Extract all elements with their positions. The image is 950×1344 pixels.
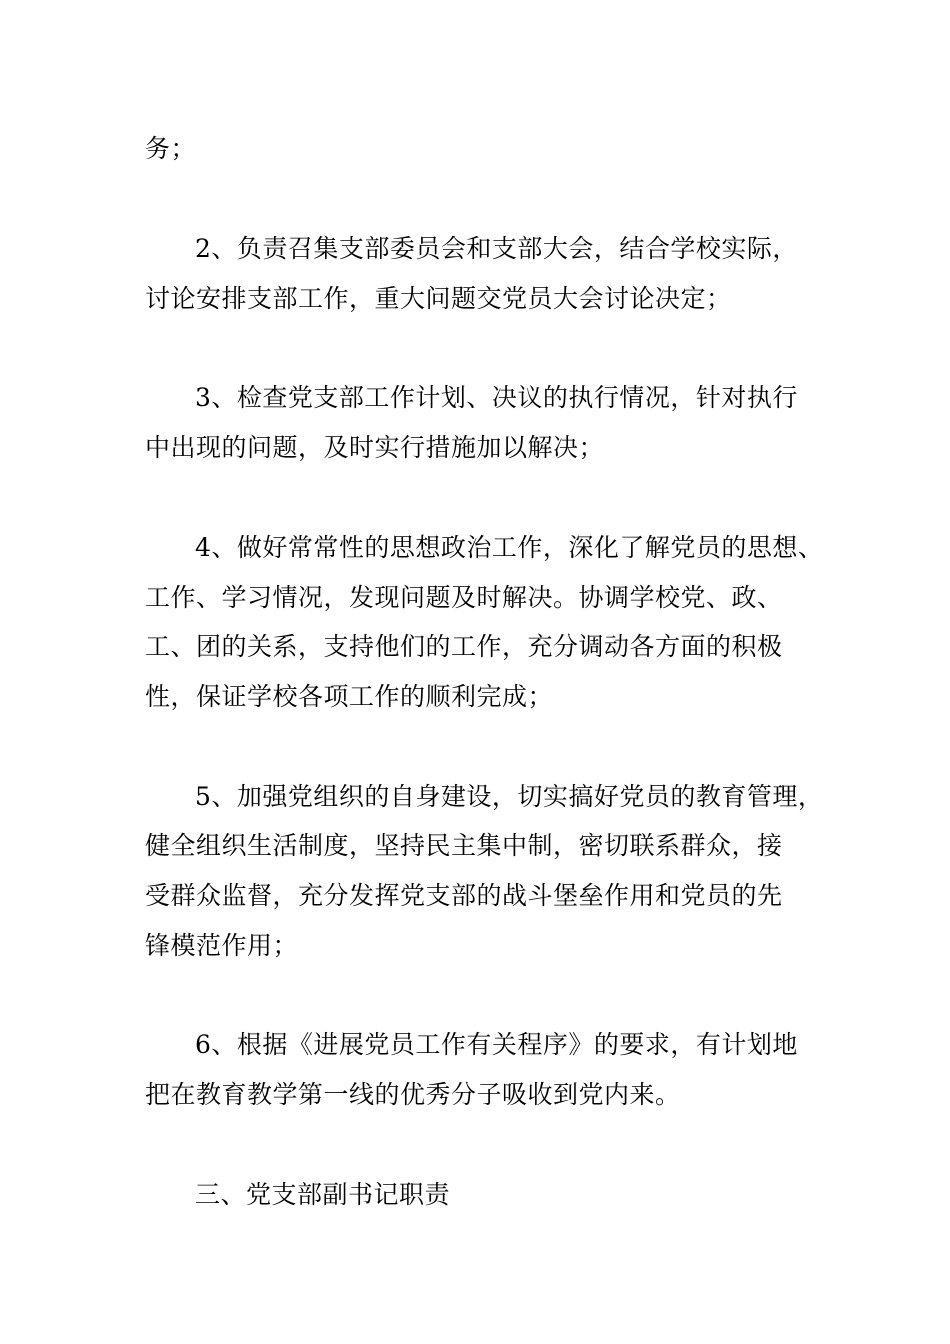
paragraph-2-line-2: 讨论安排支部工作，重大问题交党员大会讨论决定； — [145, 284, 732, 313]
paragraph-6-line-2: 把在教育教学第一线的优秀分子吸收到党内来。 — [145, 1080, 681, 1109]
paragraph-4-line-3: 工、团的关系，支持他们的工作，充分调动各方面的积极 — [145, 632, 783, 661]
paragraph-6-line-1: 6、根据《进展党员工作有关程序》的要求，有计划地 — [195, 1030, 798, 1059]
paragraph-5-line-4: 锋模范作用； — [145, 931, 299, 960]
paragraph-5-line-1: 5、加强党组织的自身建设，切实搞好党员的教育管理， — [195, 782, 824, 811]
paragraph-2-line-1: 2、负责召集支部委员会和支部大会，结合学校实际， — [195, 234, 798, 263]
paragraph-3-line-2: 中出现的问题，及时实行措施加以解决； — [145, 433, 605, 462]
paragraph-4-line-4: 性，保证学校各项工作的顺利完成； — [145, 682, 554, 711]
paragraph-4-line-1: 4、做好常常性的思想政治工作，深化了解党员的思想、 — [195, 533, 824, 562]
paragraph-5-line-3: 受群众监督，充分发挥党支部的战斗堡垒作用和党员的先 — [145, 881, 783, 910]
paragraph-5-line-2: 健全组织生活制度，坚持民主集中制，密切联系群众，接 — [145, 831, 783, 860]
paragraph-1-line-1: 务； — [145, 134, 197, 163]
paragraph-4-line-2: 工作、学习情况，发现问题及时解决。协调学校党、政、 — [145, 583, 783, 612]
section-heading: 三、党支部副书记职责 — [195, 1180, 451, 1209]
paragraph-3-line-1: 3、检查党支部工作计划、决议的执行情况，针对执行 — [195, 383, 798, 412]
